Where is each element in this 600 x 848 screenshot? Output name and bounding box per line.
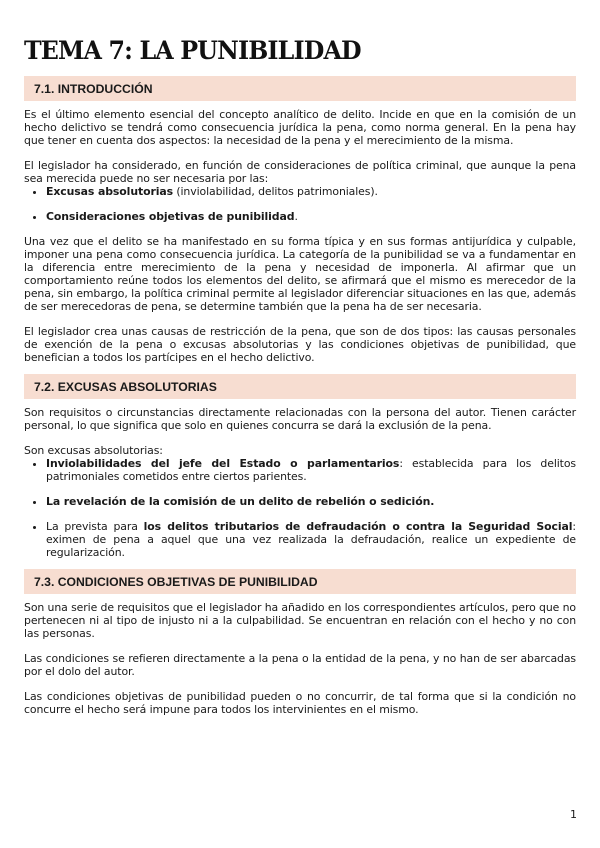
list-item: • Excusas absolutorias (inviolabilidad, delitos patrimoniales). bbox=[46, 185, 576, 198]
section-heading-introduccion: 7.1. INTRODUCCIÓN bbox=[24, 76, 576, 101]
bullet-list bbox=[24, 457, 576, 559]
paragraph: Las condiciones objetivas de punibilidad pueden o no concurrir, de tal forma que si la condición no concurre el hecho será impune para todos los intervinientes en el mismo. bbox=[24, 690, 576, 716]
page-title: TEMA 7: LA PUNIBILIDAD bbox=[24, 36, 361, 66]
section-heading-excusas-absolutorias: 7.2. EXCUSAS ABSOLUTORIAS bbox=[24, 374, 576, 399]
list-item: • La revelación de la comisión de un delito de rebelión o sedición. bbox=[46, 495, 576, 508]
paragraph: Son una serie de requisitos que el legislador ha añadido en los correspondientes artículos, pero que no pertenecen ni al tipo de injusto ni a la culpabilidad. Se encuentran en relación con el hecho y no con las personas. bbox=[24, 601, 576, 640]
paragraph: Es el último elemento esencial del concepto analítico de delito. Incide en que en la comisión de un hecho delictivo se tendrá como consecuencia jurídica la pena, como norma general. En la pena hay que tener en cuenta dos aspectos: la necesidad de la pena y el merecimiento de la misma. bbox=[24, 108, 576, 147]
bullet-list bbox=[24, 185, 576, 223]
page-number: 1 bbox=[570, 808, 577, 821]
paragraph: El legislador ha considerado, en función de consideraciones de política criminal, que aunque la pena sea merecida puede no ser necesaria por las: bbox=[24, 159, 576, 185]
paragraph: Una vez que el delito se ha manifestado en su forma típica y en sus formas antijurídica y culpable, imponer una pena como consecuencia jurídica. La categoría de la punibilidad se va a fundamentar en la diferencia entre merecimiento de la pena y necesidad de imponerla. Al afirmar que un comportamiento reúne todos los elementos del delito, se afirmará que el mismo es merecedor de la pena, sin embargo, la política criminal permite al legislador diferenciar situaciones en las que, además de ser merecedoras de pena, se determine también que la pena ha de ser necesaria. bbox=[24, 235, 576, 313]
paragraph: El legislador crea unas causas de restricción de la pena, que son de dos tipos: las causas personales de exención de la pena o excusas absolutorias y las condiciones objetivas de punibilidad, que benefician a todos los partícipes en el hecho delictivo. bbox=[24, 325, 576, 364]
paragraph: Son requisitos o circunstancias directamente relacionadas con la persona del autor. Tienen carácter personal, lo que significa que solo en quienes concurra se dará la exclusión de la pena. bbox=[24, 406, 576, 432]
paragraph: Las condiciones se refieren directamente a la pena o la entidad de la pena, y no han de ser abarcadas por el dolo del autor. bbox=[24, 652, 576, 678]
document-page bbox=[24, 0, 576, 716]
list-item: • La prevista para los delitos tributarios de defraudación o contra la Seguridad Social: eximen de pena a aquel que una vez realizada la defraudación, realice un expediente de regularización. bbox=[46, 520, 576, 559]
paragraph: Son excusas absolutorias: bbox=[24, 444, 163, 457]
list-item: • Consideraciones objetivas de punibilidad. bbox=[46, 210, 576, 223]
list-item: • Inviolabilidades del jefe del Estado o parlamentarios: establecida para los delitos patrimoniales cometidos entre ciertos parientes. bbox=[46, 457, 576, 483]
section-heading-condiciones-objetivas: 7.3. CONDICIONES OBJETIVAS DE PUNIBILIDAD bbox=[24, 569, 576, 594]
